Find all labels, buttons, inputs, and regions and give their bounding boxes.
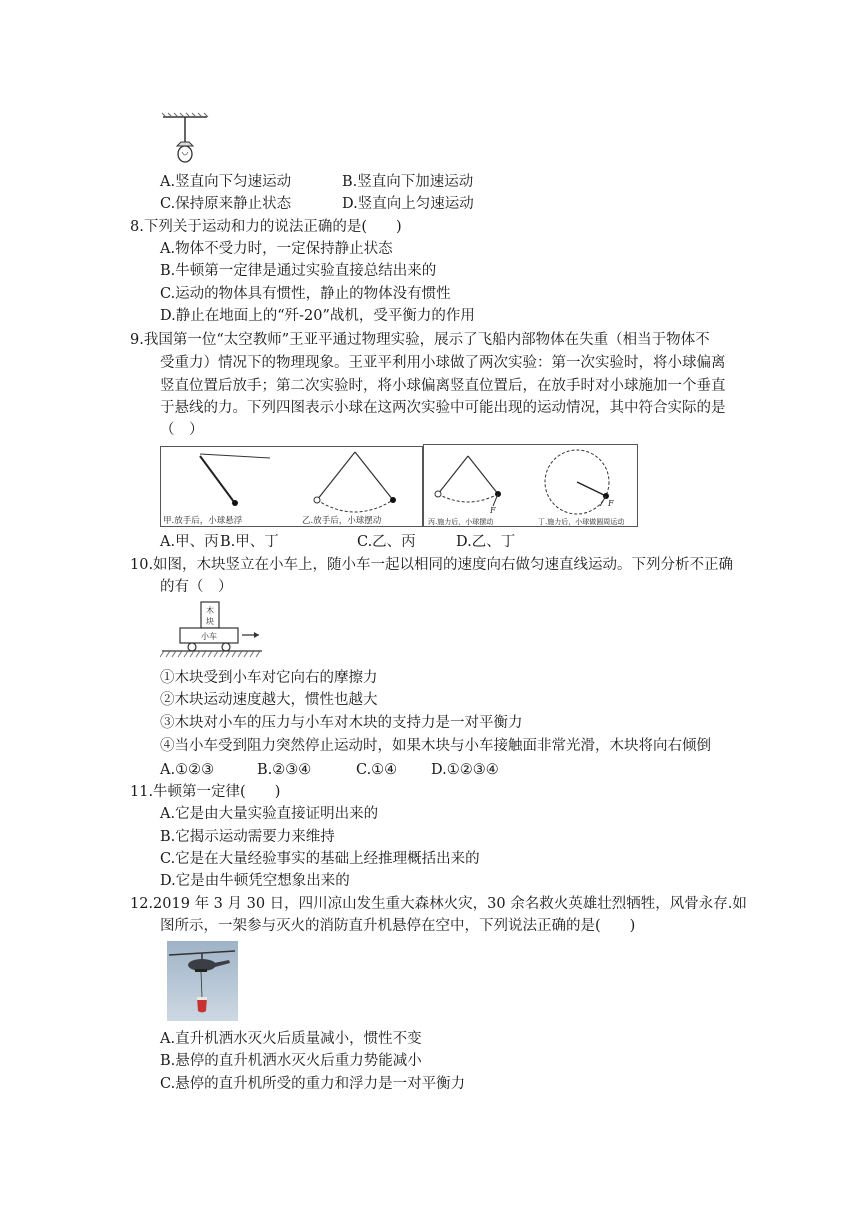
q10-statement-4: ④当小车受到阻力突然停止运动时，如果木块与小车接触面非常光滑，木块将向右倾倒 [160, 738, 711, 754]
q7-option-d: D.竖直向上匀速运动 [342, 196, 474, 212]
q11-option-a: A.它是由大量实验直接证明出来的 [160, 806, 379, 822]
force-label-bing: F [490, 506, 496, 515]
helicopter-photo [167, 941, 238, 1021]
svg-text:木: 木 [206, 606, 214, 615]
q11-stem: 11.牛顿第一定律( ) [130, 784, 281, 800]
q8-option-d: D.静止在地面上的“歼-20”战机，受平衡力的作用 [160, 308, 475, 324]
q9-option-d: D.乙、丁 [456, 534, 516, 550]
q12-option-a: A.直升机洒水灭火后质量减小，惯性不变 [160, 1031, 422, 1047]
q10-stem-line1: 10.如图，木块竖立在小车上，随小车一起以相同的速度向右做匀速直线运动。下列分析不正确 [130, 557, 734, 573]
q10-statement-1: ①木块受到小车对它向右的摩擦力 [160, 670, 378, 686]
q10-statement-2: ②木块运动速度越大，惯性也越大 [160, 692, 378, 708]
q7-option-b: B.竖直向下加速运动 [342, 174, 474, 190]
cart-label: 小车 [201, 632, 217, 641]
q10-option-b: B.②③④ [257, 762, 312, 778]
q10-statement-3: ③木块对小车的压力与小车对木块的支持力是一对平衡力 [160, 715, 523, 731]
q8-stem: 8.下列关于运动和力的说法正确的是( ) [130, 219, 402, 235]
q10-option-c: C.①④ [356, 762, 398, 778]
q9-stem-line4: 于悬线的力。下列四图表示小球在这两次实验中可能出现的运动情况，其中符合实际的是 [160, 400, 726, 416]
q9-stem-line1: 9.我国第一位“太空教师”王亚平通过物理实验，展示了飞船内部物体在失重（相当于物体不 [130, 332, 710, 348]
q7-option-a: A.竖直向下匀速运动 [160, 174, 292, 190]
q11-option-d: D.它是由牛顿凭空想象出来的 [160, 873, 350, 889]
caption-yi: 乙.放手后，小球摆动 [302, 516, 382, 526]
caption-jia: 甲.放手后，小球悬浮 [163, 516, 243, 526]
q11-option-c: C.它是在大量经验事实的基础上经推理概括出来的 [160, 851, 480, 867]
q12-stem-line1: 12.2019 年 3 月 30 日，四川凉山发生重大森林火灾，30 余名救火英雄壮烈牺牲，风骨永存.如 [130, 896, 747, 912]
q10-option-a: A.①②③ [160, 762, 215, 778]
q9-option-c: C.乙、丙 [357, 534, 416, 550]
block-cart-figure [160, 600, 264, 660]
q7-options-row1 [160, 172, 473, 192]
caption-ding: 丁.施力后，小球做圆周运动 [538, 518, 625, 526]
q8-option-a: A.物体不受力时，一定保持静止状态 [160, 241, 393, 257]
q8-option-c: C.运动的物体具有惯性，静止的物体没有惯性 [160, 286, 451, 302]
q12-option-b: B.悬停的直升机洒水灭火后重力势能减小 [160, 1053, 422, 1069]
q11-option-b: B.它揭示运动需要力来维持 [160, 829, 335, 845]
q9-option-a: A.甲、丙 [160, 534, 219, 550]
pendulum-figure [160, 444, 638, 528]
q7-options-row2 [160, 194, 474, 214]
q10-stem-line2: 的有（ ） [160, 579, 233, 595]
q12-option-c: C.悬停的直升机所受的重力和浮力是一对平衡力 [160, 1076, 466, 1092]
q7-option-c: C.保持原来静止状态 [160, 196, 292, 212]
force-label-ding: F [608, 499, 614, 508]
caption-bing: 丙.施力后，小球摆动 [428, 518, 494, 526]
hanging-lamp-figure [160, 112, 210, 164]
q9-stem-line2: 受重力）情况下的物理现象。王亚平利用小球做了两次实验：第一次实验时，将小球偏离 [160, 355, 726, 371]
q8-option-b: B.牛顿第一定律是通过实验直接总结出来的 [160, 263, 437, 279]
q9-option-b: B.甲、丁 [220, 534, 279, 550]
q9-stem-line5: （ ） [160, 422, 204, 438]
q9-stem-line3: 竖直位置后放手；第二次实验时，将小球偏离竖直位置后，在放手时对小球施加一个垂直 [160, 378, 726, 394]
q12-stem-line2: 图所示，一架参与灭火的消防直升机悬停在空中，下列说法正确的是( ) [160, 918, 636, 934]
svg-text:块: 块 [206, 617, 214, 626]
q10-option-d: D.①②③④ [431, 762, 499, 778]
